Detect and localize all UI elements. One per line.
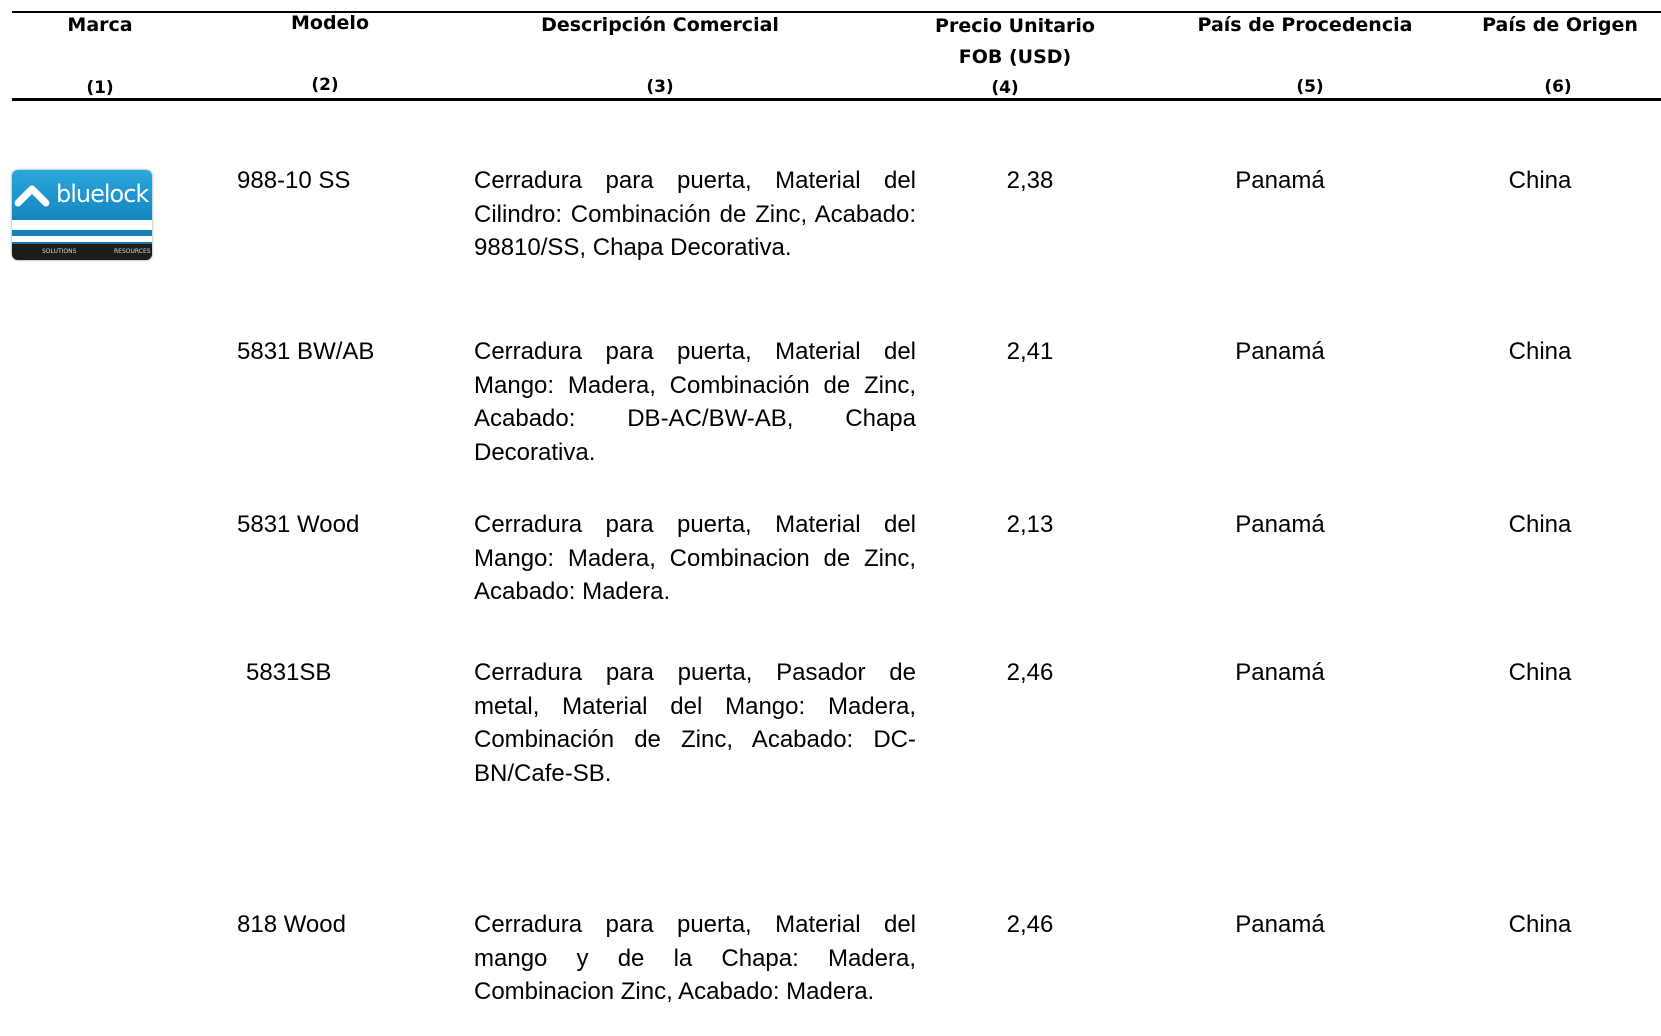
chevron-up-icon — [14, 181, 54, 207]
header-num-4: (4) — [991, 78, 1019, 98]
header-descripcion: Descripción Comercial — [541, 14, 779, 36]
header-origen: País de Origen — [1482, 14, 1638, 36]
row-3-description: Cerradura para puerta, Material del Mango: Madera, Combinacion de Zinc, Acabado: Madera. — [474, 511, 916, 605]
row-1-price: 2,38 — [1006, 167, 1054, 194]
row-5-procedencia: Panamá — [1235, 911, 1325, 938]
header-num-2: (2) — [311, 75, 339, 95]
header-precio-line2: FOB (USD) — [958, 46, 1072, 68]
row-1-model: 988-10 SS — [237, 167, 351, 194]
row-4-model: 5831SB — [246, 659, 332, 686]
header-modelo: Modelo — [290, 12, 369, 34]
header-num-5: (5) — [1296, 77, 1324, 97]
logo-strip — [12, 244, 152, 260]
row-1-origen: China — [1508, 167, 1572, 194]
row-4-origen: China — [1508, 659, 1572, 686]
header-marca: Marca — [67, 14, 133, 36]
row-4-procedencia: Panamá — [1235, 659, 1325, 686]
logo-strip-right: RESOURCES — [114, 248, 151, 255]
row-3-price: 2,13 — [1006, 511, 1054, 538]
logo-stripe — [12, 236, 152, 242]
header-procedencia: País de Procedencia — [1197, 14, 1413, 36]
row-3-model: 5831 Wood — [237, 511, 360, 538]
logo-wordmark: bluelock — [56, 180, 149, 208]
row-5-price: 2,46 — [1006, 911, 1054, 938]
logo-strip-left: SOLUTIONS — [42, 248, 77, 255]
bluelock-logo — [12, 170, 152, 260]
row-2-procedencia: Panamá — [1235, 338, 1325, 365]
row-2-model: 5831 BW/AB — [237, 338, 375, 365]
row-3-origen: China — [1508, 511, 1572, 538]
row-5-model: 818 Wood — [237, 911, 346, 938]
header-num-6: (6) — [1544, 77, 1572, 97]
row-4-price: 2,46 — [1006, 659, 1054, 686]
header-num-1: (1) — [86, 78, 114, 98]
header-num-3: (3) — [646, 77, 674, 97]
row-2-description: Cerradura para puerta, Material del Mango: Madera, Combinación de Zinc, Acabado: DB-AC/BW-AB, Chapa Decorativa. — [474, 338, 916, 466]
header-precio-line1: Precio Unitario — [935, 15, 1095, 37]
row-2-origen: China — [1508, 338, 1572, 365]
row-5-origen: China — [1508, 911, 1572, 938]
row-1-procedencia: Panamá — [1235, 167, 1325, 194]
logo-stripe — [12, 220, 152, 230]
row-2-price: 2,41 — [1006, 338, 1054, 365]
header-bottom-rule — [12, 98, 1661, 101]
row-3-procedencia: Panamá — [1235, 511, 1325, 538]
row-1-description: Cerradura para puerta, Material del Cilindro: Combinación de Zinc, Acabado: 98810/SS, Chapa Decorativa. — [474, 167, 916, 261]
row-5-description: Cerradura para puerta, Material del mango y de la Chapa: Madera, Combinacion Zinc, Acabado: Madera. — [474, 911, 916, 1005]
row-4-description: Cerradura para puerta, Pasador de metal, Material del Mango: Madera, Combinación de Zinc, Acabado: DC-BN/Cafe-SB. — [474, 659, 916, 787]
